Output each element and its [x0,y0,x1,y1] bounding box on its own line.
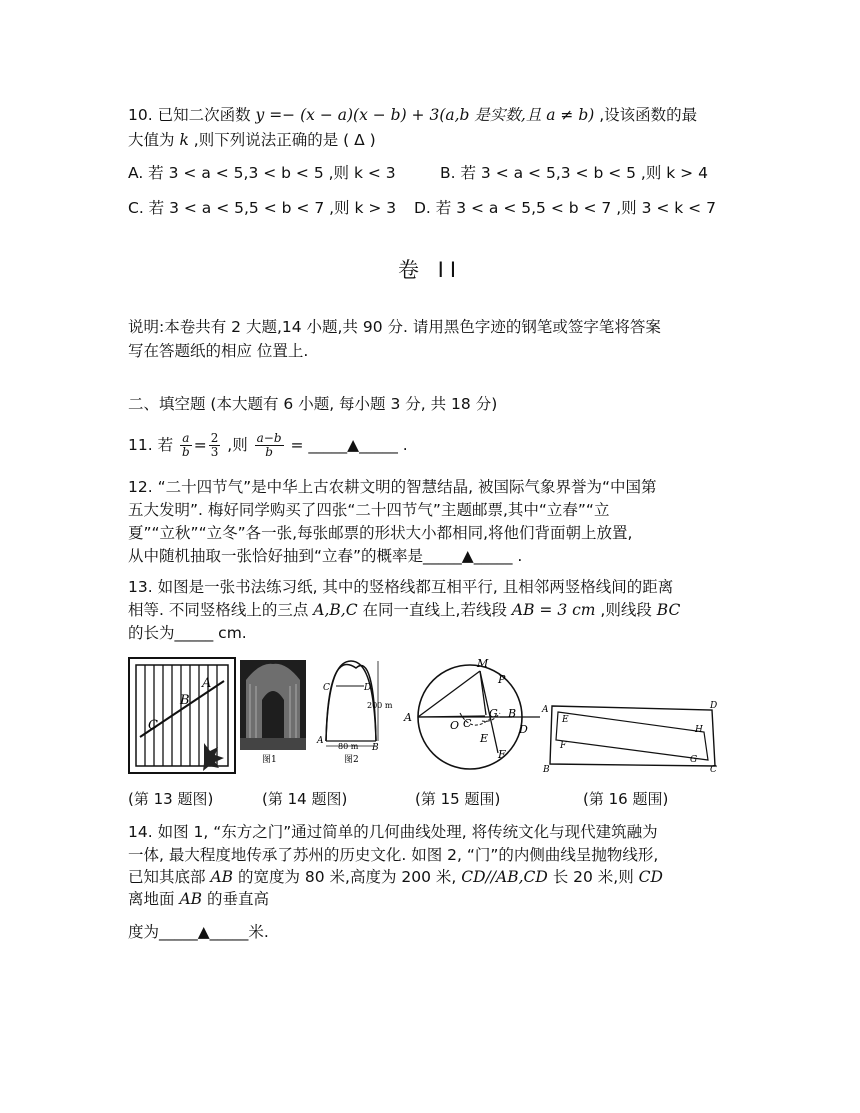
q14-cd: CD [638,868,663,886]
q11-then: ,则 [227,436,248,454]
q10-k: k [179,131,189,149]
figure-14-parabola-diagram [308,658,398,766]
q11-line [128,430,408,460]
fig15-label-b: B [508,707,517,720]
fig14-label-c: C [323,683,330,693]
fig15-label-a: A [404,711,412,724]
q10-number-text: 10. 已知二次函数 [128,106,256,124]
fig15-label-g: G [489,707,498,720]
q12-line-3: 夏”“立秋”“立冬”各一张,每张邮票的形状大小都相同,将他们背面朝上放置, [128,524,633,542]
q14-ab: AB [210,868,234,886]
q10-option-b: B. 若 3 < a < 5,3 < b < 5 ,则 k > 4 [440,164,708,182]
fig15-label-e: E [480,732,489,745]
q13-line-1: 13. 如图是一张书法练习纸, 其中的竖格线都互相平行, 且相邻两竖格线间的距离 [128,578,674,596]
q10-stem-line-2 [128,129,376,151]
fig16-label-a: A [542,705,549,715]
q10-stem-line-1 [128,104,697,126]
q10-condition: (a,b 是实数,且 a ≠ b) [439,106,595,124]
q11-fraction-2-over-3: $\frac{2}{3}$ [210,431,219,459]
q12-line-2: 五大发明”. 梅好同学购买了四张“二十四节气”主题邮票,其中“立春”“立 [128,501,610,519]
q14-line-2: 一体, 最大程度地传承了苏州的历史文化. 如图 2, “门”的内侧曲线呈抛物线形, [128,846,659,864]
section-note-line-2: 写在答题纸的相应 位置上. [128,342,309,360]
fig15-label-p: P [498,673,506,686]
q10-option-c: C. 若 3 < a < 5,5 < b < 7 ,则 k > 3 [128,199,397,217]
q14-ab-2: AB [179,890,203,908]
fig16-label-d: D [710,701,718,711]
fig16-label-b: B [543,765,550,775]
q11-prefix: 11. 若 [128,436,174,454]
q11-fraction-a-over-b: $\frac{a}{b}$ [182,431,190,459]
fig16-label-f: F [560,741,567,751]
fig13-label-c: C [148,718,158,733]
caption-figure-13: (第 13 题图) [128,790,214,808]
q11-equals: = [193,436,207,454]
fig16-label-e: E [562,715,569,725]
fig15-label-c: C [463,717,472,730]
figure-15-circle-diagram [400,655,540,775]
q14-line-3: 已知其底部 AB 的宽度为 80 米,高度为 200 米, CD//AB,CD 长 20 米,则 CD [128,868,663,886]
fig14-label-a: A [317,736,324,746]
figure-14-gate-photo [240,660,306,765]
section-title: 卷 II [397,258,463,282]
q14-line-4: 离地面 AB 的垂直高 [128,890,269,908]
q10-option-d: D. 若 3 < a < 5,5 < b < 7 ,则 3 < k < 7 [414,199,716,217]
q12-line-1: 12. “二十四节气”是中华上古农耕文明的智慧结晶, 被国际气象界誉为“中国第 [128,478,657,496]
fig15-label-d: D [519,723,528,736]
q10-stem-tail: ,设该函数的最 [594,106,698,124]
q13-bc: BC [656,601,681,619]
caption-figure-15: (第 15 题围) [415,790,501,808]
q10-stem-text: 大值为 [128,131,180,149]
figure-16-rectangle-diagram [540,698,725,776]
q14-line-1: 14. 如图 1, “东方之门”通过简单的几何曲线处理, 将传统文化与现代建筑融为 [128,823,658,841]
fig16-label-g: G [690,755,698,765]
section-note-line-1: 说明:本卷共有 2 大题,14 小题,共 90 分. 请用黑色字迹的钢笔或签字笔将答案 [128,318,661,336]
q10-option-a: A. 若 3 < a < 5,3 < b < 5 ,则 k < 3 [128,164,396,182]
fig14-caption-1: 图1 [262,755,277,765]
fig13-label-a: A [202,676,212,691]
q13-line-2: 相等. 不同竖格线上的三点 A,B,C 在同一直线上,若线段 AB = 3 cm ,则线段 BC [128,601,681,619]
q10-question-text: ,则下列说法正确的是 ( Δ ) [188,131,376,149]
fig15-label-o: O [450,719,460,732]
fig16-label-h: H [695,725,703,735]
fig15-label-f: F [498,748,506,761]
q10-formula: y =− (x − a)(x − b) + 3 [255,106,440,124]
q13-ab-length: AB = 3 cm [511,601,596,619]
fig14-label-height: 200 m [367,701,393,710]
figure-13-calligraphy-paper [128,657,236,774]
q13-line-3: 的长为_____ cm. [128,624,247,642]
q12-line-4: 从中随机抽取一张恰好抽到“立春”的概率是_____▲_____ . [128,547,523,565]
q11-equals-2: = [290,436,304,454]
q13-points: A,B,C [313,601,358,619]
fig14-label-d: D [364,683,372,693]
fig16-label-c: C [710,765,717,775]
fig15-label-m: M [477,657,489,670]
fig14-label-b: B [372,743,379,753]
part-title: 二、填空题 (本大题有 6 小题, 每小题 3 分, 共 18 分) [128,395,498,413]
caption-figure-16: (第 16 题围) [583,790,669,808]
q11-fraction-a-minus-b-over-b: $\frac{a-b}{b}$ [256,431,282,459]
q14-cd-parallel-ab: CD//AB,CD [461,868,548,886]
q11-answer-blank: _____▲_____ . [308,436,408,454]
caption-figure-14: (第 14 题图) [262,790,348,808]
q14-line-5: 度为_____▲_____米. [128,923,269,941]
fig14-label-width: 80 m [338,742,359,751]
fig14-caption-2: 图2 [344,755,359,765]
fig13-label-b: B [180,693,190,708]
